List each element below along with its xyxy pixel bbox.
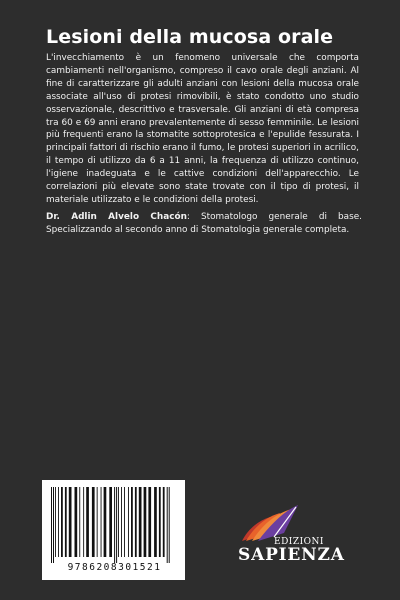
barcode-bar: [167, 487, 168, 563]
book-title: Lesioni della mucosa orale: [46, 26, 334, 48]
barcode-bar: [131, 487, 133, 557]
author-name: Dr. Adlin Alvelo Chacón: [46, 212, 187, 222]
publisher-logo: [236, 503, 360, 573]
barcode-bar: [121, 487, 122, 557]
barcode-bar: [97, 487, 98, 557]
barcode-bar: [79, 487, 80, 557]
barcode-bar: [163, 487, 165, 557]
barcode-bar: [65, 487, 67, 557]
barcode-bar: [92, 487, 95, 557]
publisher-label-big: SAPIENZA: [238, 545, 345, 565]
barcode-bar: [139, 487, 142, 557]
barcode-bar: [101, 487, 102, 557]
author-description: : Stomatologo generale di base. Specializzando al secondo anno di Stomatologia generale completa.: [46, 212, 362, 235]
barcode-bar: [86, 487, 89, 557]
barcode-bar: [114, 487, 115, 563]
barcode-bar: [83, 487, 84, 557]
barcode-bar: [128, 487, 129, 557]
barcode-bar: [118, 487, 119, 557]
barcode-bar: [104, 487, 107, 557]
barcode-bar: [69, 487, 72, 557]
barcode-bar: [55, 487, 56, 557]
barcode-bars: [49, 487, 178, 563]
barcode-bar: [116, 487, 117, 563]
barcode: [42, 480, 185, 580]
barcode-bar: [144, 487, 147, 557]
barcode-bar: [154, 487, 157, 557]
barcode-bar: [124, 487, 125, 557]
barcode-bar: [58, 487, 59, 557]
barcode-bar: [53, 487, 54, 563]
barcode-bar: [51, 487, 52, 563]
barcode-bar: [148, 487, 151, 557]
barcode-bar: [169, 487, 170, 563]
abstract-text: L'invecchiamento è un fenomeno universale che comporta cambiamenti nell'organismo, compreso il cavo orale degli anziani. Al fine di caratterizzare gli adulti anziani con lesioni della mucosa orale associate all'uso di protesi rimovibili, è stato condotto uno studio osservazionale, descrittivo e trasversale. Gli anziani di età compresa tra 60 e 69 anni erano prevalentemente di sesso femminile. Le lesioni più frequenti erano la stomatite sottoprotesica e l'epulide fessurata. I principali fattori di rischio erano il fumo, le protesi superiori in acrilico, il tempo di utilizzo da 6 a 11 anni, la frequenza di utilizzo continuo, l'igiene inadeguata e le cattive condizioni dell'apparecchio. Le correlazioni più elevate sono state trovate con il tipo di protesi, il materiale utilizzato e le condizioni della protesi.: [46, 53, 359, 205]
barcode-bar: [159, 487, 161, 557]
barcode-bar: [135, 487, 137, 557]
barcode-bar: [61, 487, 63, 557]
barcode-bar: [109, 487, 112, 557]
barcode-number: 9786208301521: [67, 562, 162, 573]
author-bio: [46, 211, 362, 237]
barcode-bar: [75, 487, 78, 557]
publisher-label-small: EDIZIONI: [274, 537, 324, 547]
